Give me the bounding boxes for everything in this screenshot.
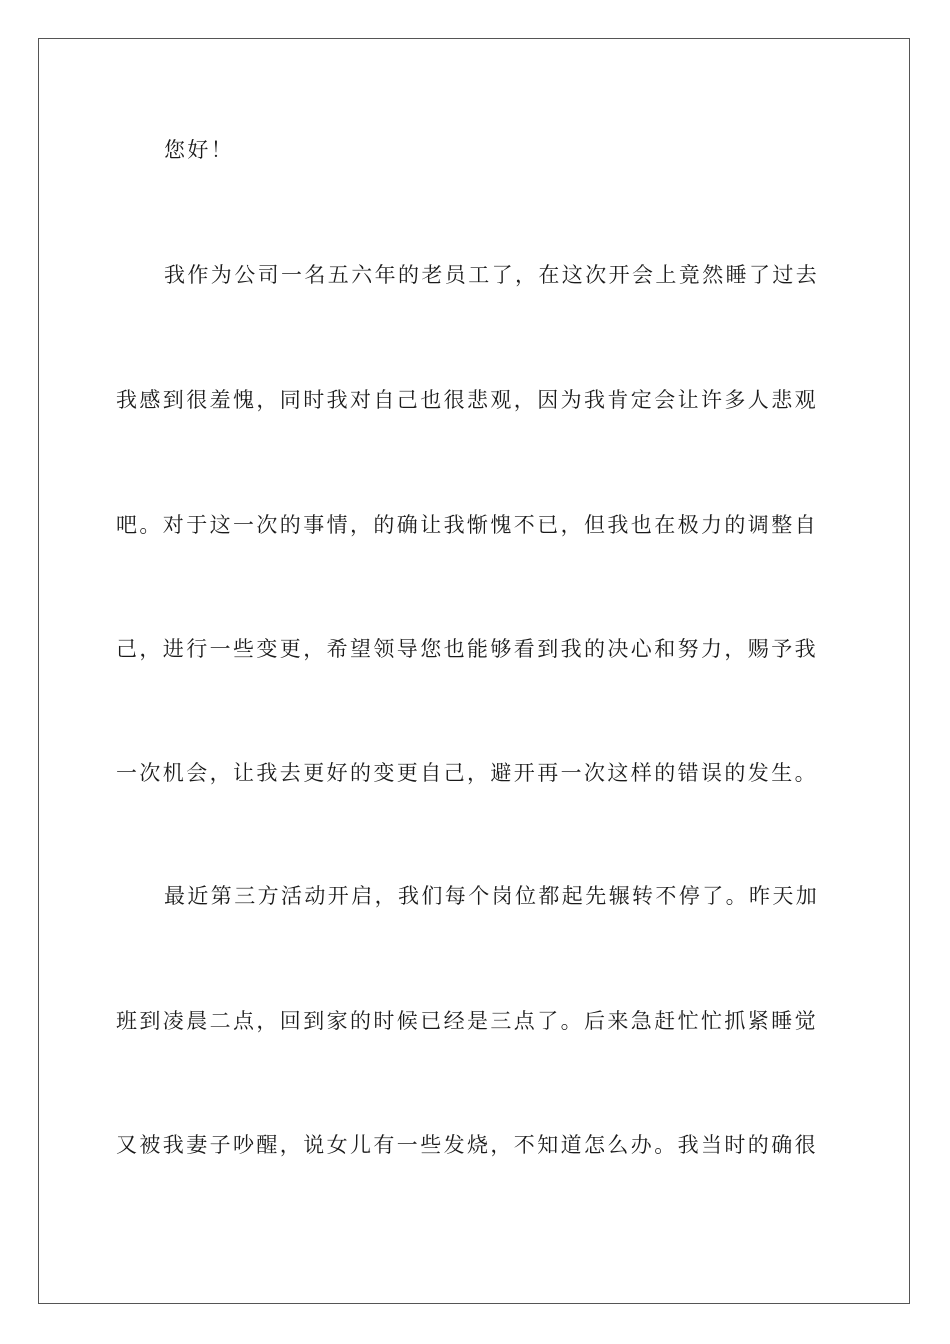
- paragraph-1-line-3: 吧。对于这一次的事情，的确让我惭愧不已，但我也在极力的调整自: [116, 513, 818, 537]
- paragraph-2-line-1: 最近第三方活动开启，我们每个岗位都起先辗转不停了。昨天加: [164, 884, 820, 908]
- page-border: [38, 38, 910, 1304]
- paragraph-1-line-4: 己，进行一些变更，希望领导您也能够看到我的决心和努力，赐予我: [116, 637, 818, 661]
- paragraph-1-line-5: 一次机会，让我去更好的变更自己，避开再一次这样的错误的发生。: [116, 761, 818, 785]
- paragraph-1-line-1: 我作为公司一名五六年的老员工了，在这次开会上竟然睡了过去: [164, 263, 820, 287]
- paragraph-1-line-2: 我感到很羞愧，同时我对自己也很悲观，因为我肯定会让许多人悲观: [116, 388, 818, 412]
- paragraph-2-line-2: 班到凌晨二点，回到家的时候已经是三点了。后来急赶忙忙抓紧睡觉: [116, 1009, 818, 1033]
- greeting-line: 您好！: [164, 138, 235, 162]
- paragraph-2-line-3: 又被我妻子吵醒，说女儿有一些发烧，不知道怎么办。我当时的确很: [116, 1133, 818, 1157]
